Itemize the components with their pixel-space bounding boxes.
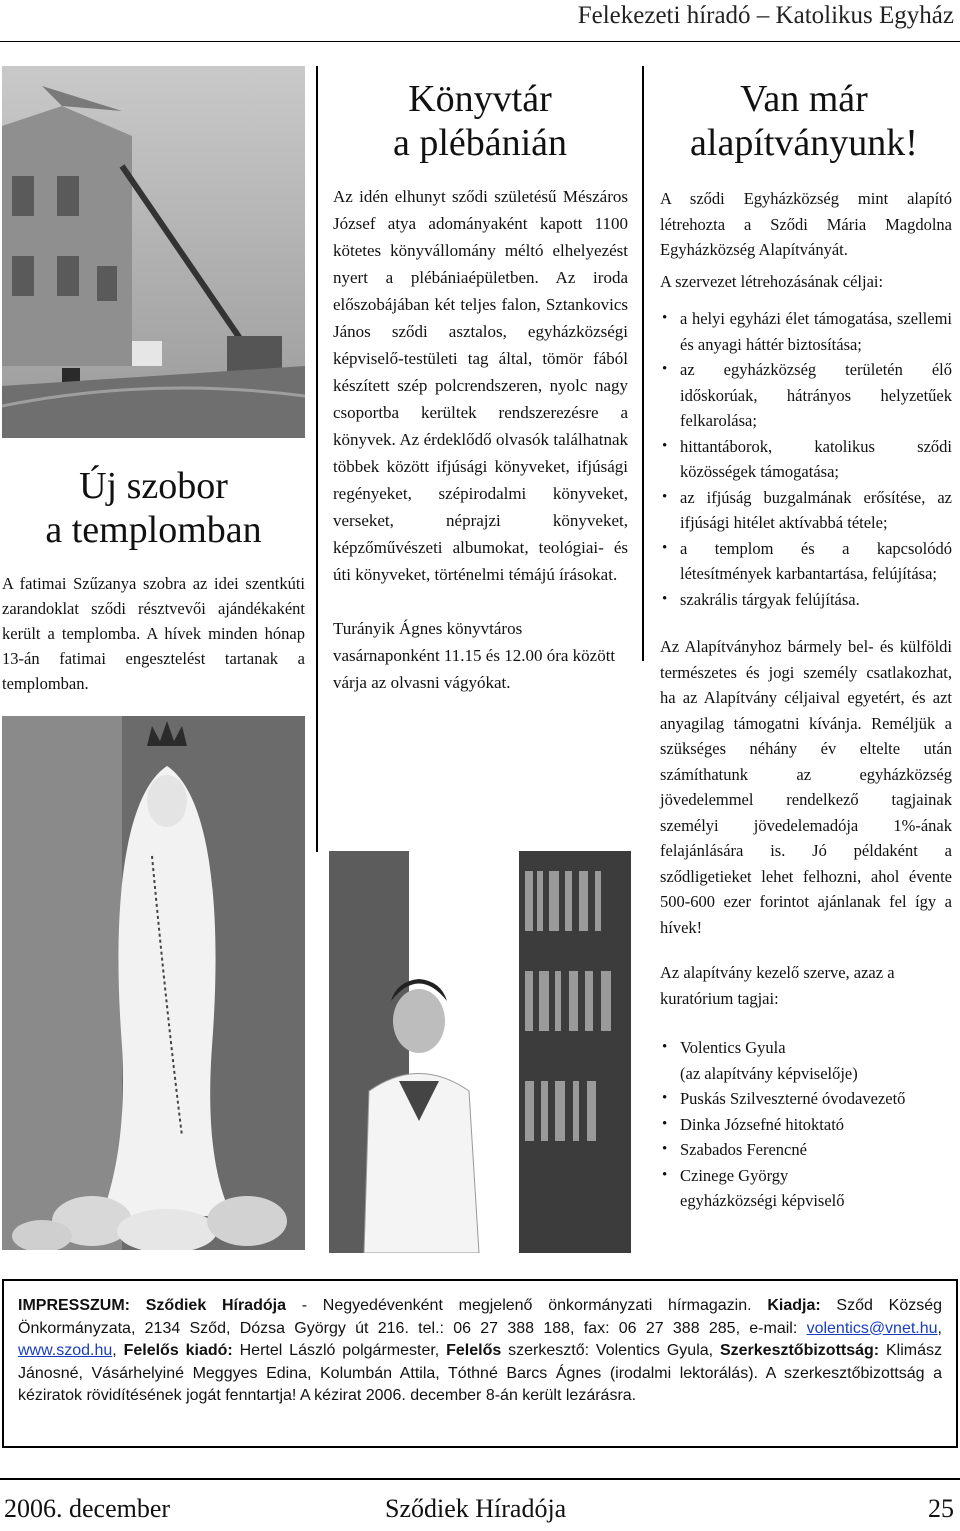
foundation-intro: A sződi Egyházközség mint alapító létrehozta a Sződi Mária Magdolna Egyházközség Alapítványát. — [660, 189, 952, 259]
impressum-publisher-label: Kiadja: — [767, 1297, 821, 1314]
librarian-photo — [329, 851, 631, 1253]
board-member-name: Szabados Ferencné — [680, 1140, 807, 1159]
header-rule — [0, 41, 960, 42]
goal-item: • a helyi egyházi élet támogatása, szellemi és anyagi háttér biztosítása; — [660, 306, 952, 357]
footer-rule — [0, 1478, 960, 1480]
statue-headline — [2, 464, 305, 552]
library-paragraph-2: Turányik Ágnes könyvtáros vasárnaponként 11.15 és 12.00 óra között várja az olvasni vágyókat. — [333, 619, 616, 692]
responsible-editor: szerkesztő: Volentics Gyula, — [501, 1342, 720, 1359]
board-member — [660, 1112, 952, 1138]
impressum-separator: , — [937, 1319, 942, 1337]
foundation-title-line1: Van már — [740, 78, 868, 120]
library-title-line1: Könyvtár — [408, 78, 552, 120]
library-headline — [320, 77, 640, 165]
impressum-label: IMPRESSZUM: — [18, 1297, 130, 1314]
goal-item: • a templom és a kapcsolódó létesítmények karbantartása, felújítása; — [660, 536, 952, 587]
foundation-article — [660, 186, 952, 1214]
board-list — [660, 1035, 952, 1214]
board-member-name: Dinka Józsefné hitoktató — [680, 1114, 845, 1134]
board-heading: Az alapítvány kezelő szerve, azaz a kuratórium tagjai: — [660, 963, 895, 1008]
board-member-role: egyházközségi képviselő — [680, 1191, 845, 1210]
goal-item: • szakrális tárgyak felújítása. — [660, 587, 952, 613]
column-divider-2 — [642, 66, 644, 661]
board-member — [660, 1086, 952, 1112]
impressum-box: IMPRESSZUM: Sződiek Híradója - Negyedévenként megjelenő önkormányzati hírmagazin. Kiadja: Sződ Község Önkormányzata, 2134 Sződ, Dózsa György út 216. tel.: 06 27 388 188, fax: 06 27 388 285, e-mail: volentics@vnet.hu, www.szod.hu, Felelős kiadó: Hertel László polgármester, Felelős szerkesztő: Volentics Gyula, Szerkesztőbizottság: Klimász Jánosné, Vásárhelyiné Meggyes Edina, Kolumbán Attila, Tóthné Barcs Ágnes (irodalmi lektorálás). A szerkesztőbizottság a kéziratok rövidítésének jogát fenntartja! A kézirat 2006. december 8-án került lezárásra. — [2, 1279, 958, 1448]
fatima-statue-photo — [2, 716, 305, 1250]
library-paragraph-1: Az idén elhunyt sződi születésű Mészáros József atya adományaként kapott 1100 kötetes könyvállomány méltó elhelyezést nyert a plébániaépületben. Az iroda előszobájában két teljes falon, Sztankovics János sződi asztalos, egyházközségi képviselő-testületi tag által, tömör fából készített szép polcrendszeren, nyolc nagy csoportba kerültek rendszerezésre a könyvek. Az érdeklődő olvasók találhatnak többek között ifjúsági könyveket, ifjúsági regényeket, szépirodalmi könyveket, verseket, néprajzi könyveket, képzőművészeti albumokat, teológiai- és úti könyveket, történelmi témájú írásokat. — [333, 187, 628, 584]
editorial-board-label: Szerkesztőbizottság: — [719, 1342, 880, 1359]
street-crane-photo — [2, 66, 305, 438]
board-member — [660, 1035, 952, 1086]
responsible-publisher: Hertel László polgármester, — [232, 1342, 447, 1359]
board-member-name: Puskás Szilveszterné óvodavezető — [680, 1089, 906, 1108]
responsible-editor-label: Felelős — [446, 1342, 502, 1359]
footer-date: 2006. december — [4, 1494, 171, 1523]
library-article — [333, 183, 628, 696]
goals-list — [660, 306, 952, 612]
impressum-description: - Negyedévenként megjelenő önkormányzati hírmagazin. — [285, 1297, 768, 1314]
column-divider-1 — [316, 66, 318, 852]
board-member-role: (az alapítvány képviselője) — [680, 1063, 858, 1083]
foundation-headline — [650, 77, 958, 165]
impressum-paper-name: Sződiek Híradója — [145, 1297, 286, 1314]
page-number: 25 — [928, 1494, 954, 1523]
board-member — [660, 1137, 952, 1163]
foundation-title-line2: alapítványunk! — [690, 122, 918, 164]
board-member — [660, 1163, 952, 1214]
library-title-line2: a plébánián — [392, 122, 568, 164]
goal-item: • az egyházközség területén élő időskorúak, hátrányos helyzetűek felkarolása; — [660, 357, 952, 434]
goal-item: • hittantáborok, katolikus sződi közösségek támogatása; — [660, 434, 952, 485]
editorial-board: Klimász Jánosné, Vásárhelyiné Meggyes Edina, Kolumbán Attila, Tóthné Barcs Ágnes (irodalmi lektorálás). A szerkesztőbizottság a kéziratok rövidítésének jogát fenntartja! A kézirat 2006. december 8-án került lezárásra. — [18, 1342, 943, 1404]
statue-title-line1: Új szobor — [79, 465, 228, 507]
email-link[interactable]: volentics@vnet.hu — [806, 1319, 938, 1337]
impressum-publisher: Sződ Község Önkormányzata, 2134 Sződ, Dózsa György út 216. tel.: 06 27 388 188, fax: 06 27 388 285, e-mail: — [18, 1297, 943, 1337]
goals-heading: A szervezet létrehozásának céljai: — [660, 271, 884, 291]
statue-text: A fatimai Szűzanya szobra az idei szentkúti zarandoklat sződi résztvevői ajándékaként került a templomba. A hívek minden hónap 13-án fatimai engesztelést tartanak a templomban. — [2, 574, 305, 693]
board-member-name: Czinege György — [680, 1165, 789, 1185]
statue-title-line2: a templomban — [45, 509, 262, 551]
responsible-publisher-label: Felelős kiadó: — [123, 1342, 233, 1359]
section-label: Felekezeti híradó – Katolikus Egyház — [577, 2, 954, 29]
goal-item: • az ifjúság buzgalmának erősítése, az ifjúsági hitélet aktívabbá tétele; — [660, 485, 952, 536]
footer-paper-name: Sződiek Híradója — [385, 1494, 567, 1523]
website-link[interactable]: www.szod.hu — [18, 1342, 113, 1359]
board-member-name: Volentics Gyula — [680, 1038, 786, 1057]
foundation-join-paragraph: Az Alapítványhoz bármely bel- és külföldi természetes és jogi személy csatlakozhat, ha az Alapítvány céljaival egyetért, és azt anyagilag támogatni kívánja. Reméljük a szükséges néhány év eltelte után számíthatunk az egyházközség jövedelemmel rendelkező tagjainak személyi jövedelemadója 1%-ának felajánlására is. Jó példaként a sződligetieket lehet felhozni, ahol évente 500-600 ezer forintot ajánlanak fel így a hívek! — [660, 637, 952, 937]
